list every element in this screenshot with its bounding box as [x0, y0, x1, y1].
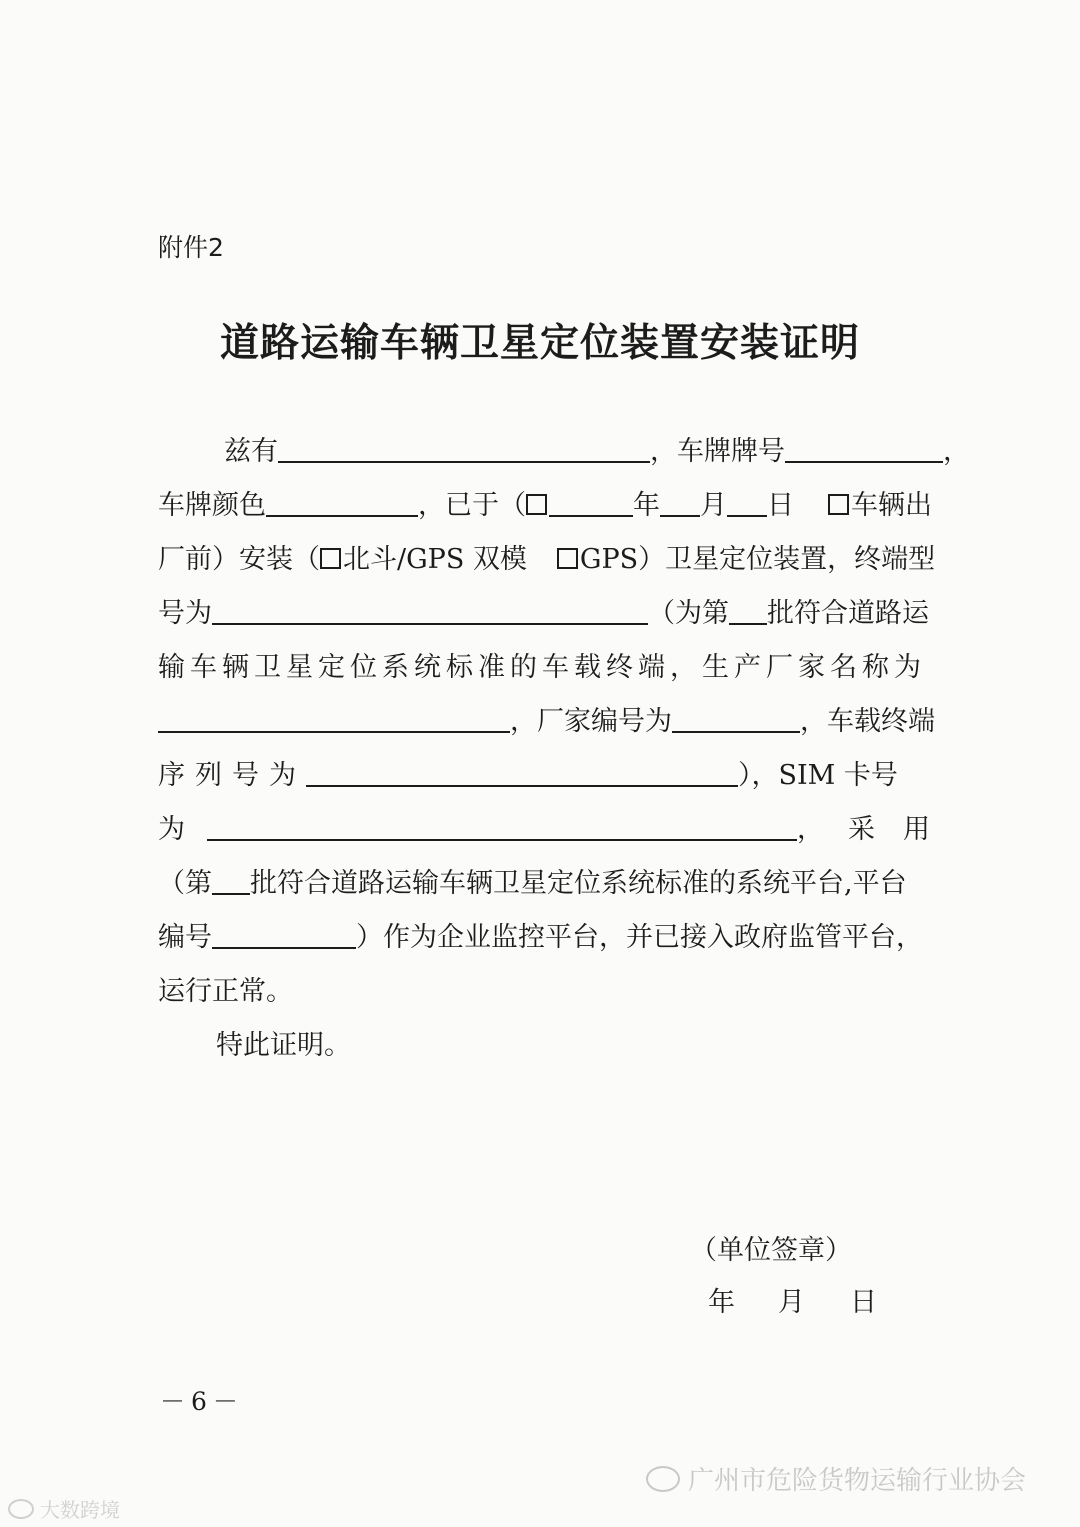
sim-number-blank[interactable]	[207, 809, 797, 841]
page-number: －6－	[160, 1387, 244, 1416]
body-line-3: 厂前）安装（ 北斗/GPS 双模 GPS）卫星定位装置，终端型	[158, 544, 936, 575]
body-line-12: 特此证明。	[216, 1030, 351, 1061]
body-line-1: 兹有 ，车牌牌号 ，	[158, 430, 970, 474]
day-blank[interactable]	[727, 485, 767, 517]
year-blank[interactable]	[549, 485, 633, 517]
attachment-label: 附件2	[158, 233, 224, 262]
text-plate-color: 车牌颜色	[158, 490, 266, 521]
date-checkbox[interactable]	[526, 494, 547, 515]
plate-color-blank[interactable]	[266, 485, 418, 517]
body-line-11: 运行正常。	[158, 976, 293, 1007]
manufacturer-number-blank[interactable]	[672, 701, 800, 733]
platform-batch-blank[interactable]	[212, 863, 250, 895]
company-name-blank[interactable]	[278, 431, 650, 463]
wechat-icon	[646, 1466, 680, 1492]
watermark-association: 广州市危险货物运输行业协会	[646, 1460, 1026, 1497]
body-line-10: 编号 ）作为企业监控平台，并已接入政府监管平台，	[158, 916, 923, 960]
body-line-7: 序列号为 ），SIM 卡号	[158, 754, 898, 798]
body-line-9: （第 批符合道路运输车辆卫星定位系统标准的系统平台,平台	[158, 862, 907, 906]
platform-number-blank[interactable]	[212, 917, 356, 949]
manufacturer-name-blank[interactable]	[158, 701, 510, 733]
pre-factory-checkbox[interactable]	[828, 494, 849, 515]
sign-year: 年	[708, 1287, 735, 1318]
seal-label: （单位签章）	[690, 1235, 852, 1266]
gps-checkbox[interactable]	[557, 548, 578, 569]
body-line-4: 号为 （为第 批符合道路运	[158, 592, 929, 636]
body-line-6: ，厂家编号为 ，车载终端	[158, 700, 935, 744]
beidou-gps-checkbox[interactable]	[320, 548, 341, 569]
text-plate-number: ，车牌牌号	[650, 436, 785, 467]
body-line-2: 车牌颜色 ，已于（ 年 月 日 车辆出	[158, 484, 932, 528]
brand-logo-icon	[8, 1499, 34, 1519]
sign-day: 日	[850, 1287, 877, 1318]
watermark-brand: 大数跨境	[8, 1494, 120, 1523]
month-blank[interactable]	[660, 485, 700, 517]
document-title: 道路运输车辆卫星定位装置安装证明	[219, 320, 860, 366]
terminal-batch-blank[interactable]	[729, 593, 767, 625]
body-line-5: 输车辆卫星定位系统标准的车载终端，生产厂家名称为	[158, 652, 926, 683]
serial-number-blank[interactable]	[306, 755, 738, 787]
terminal-model-blank[interactable]	[212, 593, 648, 625]
sign-month: 月	[778, 1287, 805, 1318]
plate-number-blank[interactable]	[785, 431, 943, 463]
text-zi-you: 兹有	[224, 436, 278, 467]
body-line-8: 为 ， 采用	[158, 808, 958, 852]
